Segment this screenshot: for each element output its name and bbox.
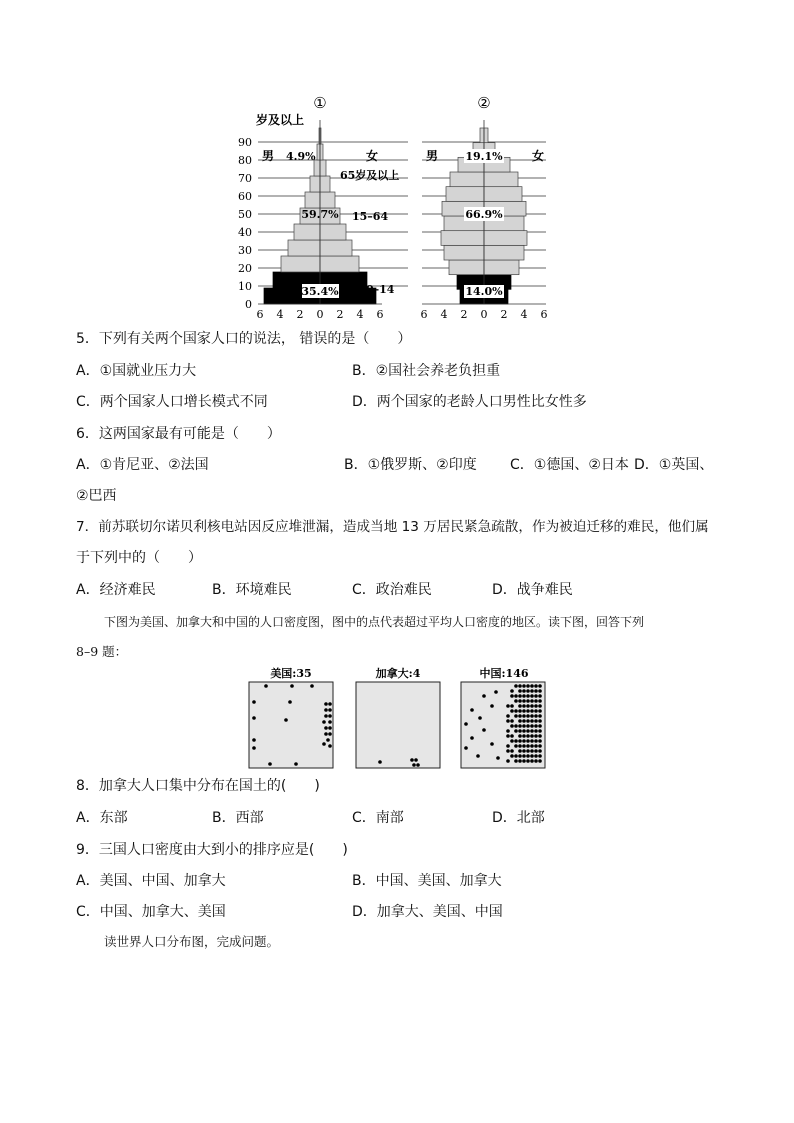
density-dot [518,754,522,758]
density-dot [526,689,530,693]
density-dot [514,744,518,748]
density-dot [530,714,534,718]
density-dot [522,714,526,718]
density-dot [538,754,542,758]
density-dot [522,709,526,713]
density-dot [538,694,542,698]
pyramid-2-female: 女 [532,149,545,163]
density-dot [514,729,518,733]
pyramid-1-male: 男 [262,149,275,163]
density-dot [324,702,328,706]
density-dot [538,689,542,693]
density-dot [328,720,332,724]
female-bar [320,224,346,240]
density-dot [510,734,514,738]
density-dot [322,720,326,724]
question-7-option-a[interactable]: A．经济难民 [76,582,156,598]
density-dot [416,763,420,767]
question-8-option-b[interactable]: B．西部 [212,810,264,826]
density-dot [506,714,510,718]
density-dot [534,729,538,733]
question-6-option-d[interactable]: D．①英国、 [634,457,714,473]
density-dot [514,754,518,758]
x-tick-label: 6 [420,308,428,321]
density-dot [534,749,538,753]
density-dot [518,704,522,708]
question-6-option-b[interactable]: B．①俄罗斯、②印度 [344,457,477,473]
density-dot [476,754,480,758]
density-dot [506,729,510,733]
pyramid-1-young-pct: 35.4% [301,285,339,298]
density-dot [534,739,538,743]
density-dot [490,742,494,746]
pyramid-1-female: 女 [366,149,379,163]
density-dot [526,744,530,748]
density-dot [514,759,518,763]
density-dot [510,689,514,693]
question-9-option-d[interactable]: D．加拿大、美国、中国 [352,904,503,920]
density-dot [534,759,538,763]
x-tick-label: 2 [296,308,304,321]
question-5: 5．下列有关两个国家人口的说法， 错误的是（ ） [76,331,412,347]
female-bar [484,260,519,275]
density-dot [534,704,538,708]
density-dot [518,724,522,728]
density-dot [538,759,542,763]
density-dot [328,732,332,736]
density-dot [506,719,510,723]
density-dot [328,726,332,730]
density-dot [284,718,288,722]
x-tick-label: 0 [316,308,324,321]
female-bar [320,176,330,192]
pyramid-1-mid-pct: 59.7% [301,208,339,221]
male-bar [444,245,484,260]
density-dot [538,739,542,743]
density-dot [518,714,522,718]
question-7-cont: 于下列中的（ ） [76,550,202,566]
x-tick-label: 4 [520,308,528,321]
density-dot [522,724,526,728]
question-8-option-d[interactable]: D．北部 [492,810,545,826]
intro-8-9: 下图为美国、加拿大和中国的人口密度图，图中的点代表超过平均人口密度的地区。读下图，回答下列 [104,615,645,629]
density-dot [526,684,530,688]
density-dot [518,749,522,753]
density-dot [522,719,526,723]
density-dot [252,700,256,704]
density-dot [518,759,522,763]
density-dot [530,759,534,763]
density-dot [328,708,332,712]
density-dot [526,734,530,738]
density-dot [530,744,534,748]
density-dot [510,709,514,713]
male-bar [305,192,320,208]
pyramid-2-male: 男 [426,149,439,163]
density-dot [530,684,534,688]
density-dot [464,722,468,726]
female-bar [484,187,522,202]
density-dot [510,749,514,753]
question-5-option-d[interactable]: D．两个国家的老龄人口男性比女性多 [352,394,587,410]
density-dot [514,684,518,688]
density-dot [470,708,474,712]
density-dot [252,738,256,742]
density-dot [410,758,414,762]
density-dot [510,704,514,708]
density-dot [534,744,538,748]
density-dot [514,714,518,718]
density-dot [534,684,538,688]
y-tick-label: 0 [245,298,252,311]
density-dot [526,704,530,708]
density-dot [482,694,486,698]
density-dot [518,694,522,698]
canada-label: 加拿大:4 [375,667,421,680]
density-dot [324,732,328,736]
density-dot [494,690,498,694]
male-bar [449,260,484,275]
question-6: 6．这两国家最有可能是（ ） [76,426,281,442]
question-8: 8．加拿大人口集中分布在国土的( ) [76,778,320,794]
density-dot [522,759,526,763]
density-dot [538,704,542,708]
density-dot [526,724,530,728]
y-tick-label: 90 [238,136,252,149]
female-bar [320,144,323,160]
density-dot [518,684,522,688]
pyramid-1-old-label: 65岁及以上 [340,169,400,182]
density-dot [252,716,256,720]
question-7: 7．前苏联切尔诺贝利核电站因反应堆泄漏，造成当地 13 万居民紧急疏散，作为被迫迁移的难民，他们属 [76,519,709,535]
density-dot [534,714,538,718]
female-bar [484,128,488,143]
pyramid-1-mid-label: 15–64 [352,210,389,223]
density-dot [482,728,486,732]
density-dot [514,709,518,713]
density-dot [534,754,538,758]
density-dot [518,699,522,703]
density-dot [526,694,530,698]
density-dot [530,734,534,738]
usa-label: 美国:35 [270,667,312,680]
density-dot [530,754,534,758]
question-5-option-a[interactable]: A．①国就业压力大 [76,363,197,379]
question-8-option-a[interactable]: A．东部 [76,810,128,826]
population-pyramids-figure [236,92,566,324]
y-tick-label: 70 [238,172,252,185]
density-dot [530,709,534,713]
density-dot [522,754,526,758]
x-tick-label: 2 [500,308,508,321]
density-dot [326,738,330,742]
male-bar [310,176,320,192]
pyramid-1-old-pct: 4.9% [286,150,316,163]
density-dot [530,739,534,743]
density-dot [324,714,328,718]
male-bar [317,144,320,160]
x-tick-label: 6 [540,308,548,321]
x-tick-label: 2 [336,308,344,321]
intro-world-population: 读世界人口分布图，完成问题。 [104,934,280,949]
density-dot [510,694,514,698]
density-dot [526,749,530,753]
density-dot [522,699,526,703]
density-dot [288,700,292,704]
density-dot [522,729,526,733]
density-dot [478,716,482,720]
density-dot [526,759,530,763]
x-tick-label: 4 [276,308,284,321]
female-bar [320,240,352,256]
density-dot [264,684,268,688]
y-tick-label: 60 [238,190,252,203]
density-dot [534,694,538,698]
question-6-option-a[interactable]: A．①肯尼亚、②法国 [76,457,209,473]
usa-map-box [249,682,333,768]
density-dot [268,762,272,766]
density-dot [310,684,314,688]
density-dot [522,749,526,753]
x-tick-label: 0 [480,308,488,321]
density-dot [414,758,418,762]
density-dot [506,749,510,753]
density-dot [530,704,534,708]
density-dot [530,724,534,728]
male-bar [294,224,320,240]
pyramid-2-young-pct: 14.0% [465,285,503,298]
y-tick-label: 80 [238,154,252,167]
question-9-option-a[interactable]: A．美国、中国、加拿大 [76,873,226,889]
intro-8-9-cont: 8–9 题： [76,644,128,659]
question-6-option-d-cont: ②巴西 [76,488,117,504]
density-figure [246,664,550,772]
density-dot [328,744,332,748]
pyramid-2 [421,94,548,321]
density-dot [534,709,538,713]
density-dot [506,704,510,708]
pyramid-1 [238,94,408,321]
density-dot [526,714,530,718]
density-dot [514,739,518,743]
density-dot [322,742,326,746]
density-dot [530,749,534,753]
density-dot [514,694,518,698]
y-tick-label: 50 [238,208,252,221]
pyramid-2-x-ticks [421,304,548,321]
female-bar [320,160,326,176]
density-dot [518,719,522,723]
density-dot [510,719,514,723]
density-dot [526,739,530,743]
density-dot [522,694,526,698]
density-dot [530,689,534,693]
pyramid-1-young-label: 0–14 [366,283,395,296]
density-dot [412,763,416,767]
density-dot [506,744,510,748]
density-dot [534,719,538,723]
density-dot [490,704,494,708]
y-tick-label: 20 [238,262,252,275]
pyramid-2-mid-pct: 66.9% [465,208,503,221]
female-bar [484,231,527,246]
density-dot [530,694,534,698]
density-dot [328,714,332,718]
male-bar [450,172,484,187]
density-dot [538,719,542,723]
density-dot [534,689,538,693]
pyramid-2-old-pct: 19.1% [465,150,503,163]
female-bar [320,192,335,208]
density-dot [534,734,538,738]
canada-map-box [356,682,440,768]
question-7-option-b[interactable]: B．环境难民 [212,582,292,598]
density-dot [324,708,328,712]
question-5-option-b[interactable]: B．②国社会养老负担重 [352,363,501,379]
density-dot [522,689,526,693]
density-dot [324,726,328,730]
density-dot [496,756,500,760]
male-bar [441,231,484,246]
male-bar [288,240,320,256]
x-tick-label: 6 [376,308,384,321]
y-axis-ticks [238,136,252,311]
density-dot [538,744,542,748]
density-dot [530,729,534,733]
density-dot [530,719,534,723]
density-dot [510,724,514,728]
density-dot [518,709,522,713]
x-tick-label: 2 [460,308,468,321]
density-dot [526,719,530,723]
question-6-option-c[interactable]: C．①德国、②日本 [510,457,629,473]
density-dot [328,702,332,706]
question-7-option-c[interactable]: C．政治难民 [352,582,432,598]
y-tick-label: 30 [238,244,252,257]
density-dot [378,760,382,764]
x-tick-label: 6 [256,308,264,321]
question-9-option-c[interactable]: C．中国、加拿大、美国 [76,904,226,920]
density-dot [514,724,518,728]
male-bar [480,128,484,143]
male-bar [446,187,484,202]
density-dot [534,724,538,728]
female-bar [484,172,518,187]
pyramid-1-label: ① [313,94,327,112]
density-dot [522,734,526,738]
y-tick-label: 40 [238,226,252,239]
density-dot [294,762,298,766]
density-dot [506,734,510,738]
density-dot [506,759,510,763]
density-dot [518,739,522,743]
density-dot [290,684,294,688]
density-dot [252,746,256,750]
density-dot [538,749,542,753]
density-dot [530,699,534,703]
density-dot [522,704,526,708]
pyramid-1-x-ticks [257,304,384,321]
female-bar [320,256,359,272]
density-dot [522,744,526,748]
density-dot [538,714,542,718]
density-dot [538,729,542,733]
x-tick-label: 4 [356,308,364,321]
pyramid-2-label: ② [477,94,491,112]
x-tick-label: 4 [440,308,448,321]
density-dot [538,724,542,728]
density-dot [538,734,542,738]
male-bar [281,256,320,272]
density-dot [526,709,530,713]
density-dot [470,736,474,740]
density-dot [538,699,542,703]
question-9: 9．三国人口密度由大到小的排序应是( ) [76,842,348,858]
density-dot [526,754,530,758]
density-dot [510,754,514,758]
density-dot [518,729,522,733]
question-8-option-c[interactable]: C．南部 [352,810,404,826]
density-dot [534,699,538,703]
pyramid-1-top-label: 岁及以上 [256,113,305,127]
density-dot [510,739,514,743]
density-dot [518,734,522,738]
density-dot [518,689,522,693]
density-dot [526,699,530,703]
question-7-option-d[interactable]: D．战争难民 [492,582,573,598]
density-dot [538,684,542,688]
density-dot [464,746,468,750]
density-dot [522,684,526,688]
question-5-option-c[interactable]: C．两个国家人口增长模式不同 [76,394,268,410]
density-dot [518,744,522,748]
china-label: 中国:146 [479,667,529,680]
y-tick-label: 10 [238,280,252,293]
density-dot [526,729,530,733]
density-dot [514,699,518,703]
female-bar [484,245,524,260]
density-dot [538,709,542,713]
question-9-option-b[interactable]: B．中国、美国、加拿大 [352,873,502,889]
density-dot [522,739,526,743]
